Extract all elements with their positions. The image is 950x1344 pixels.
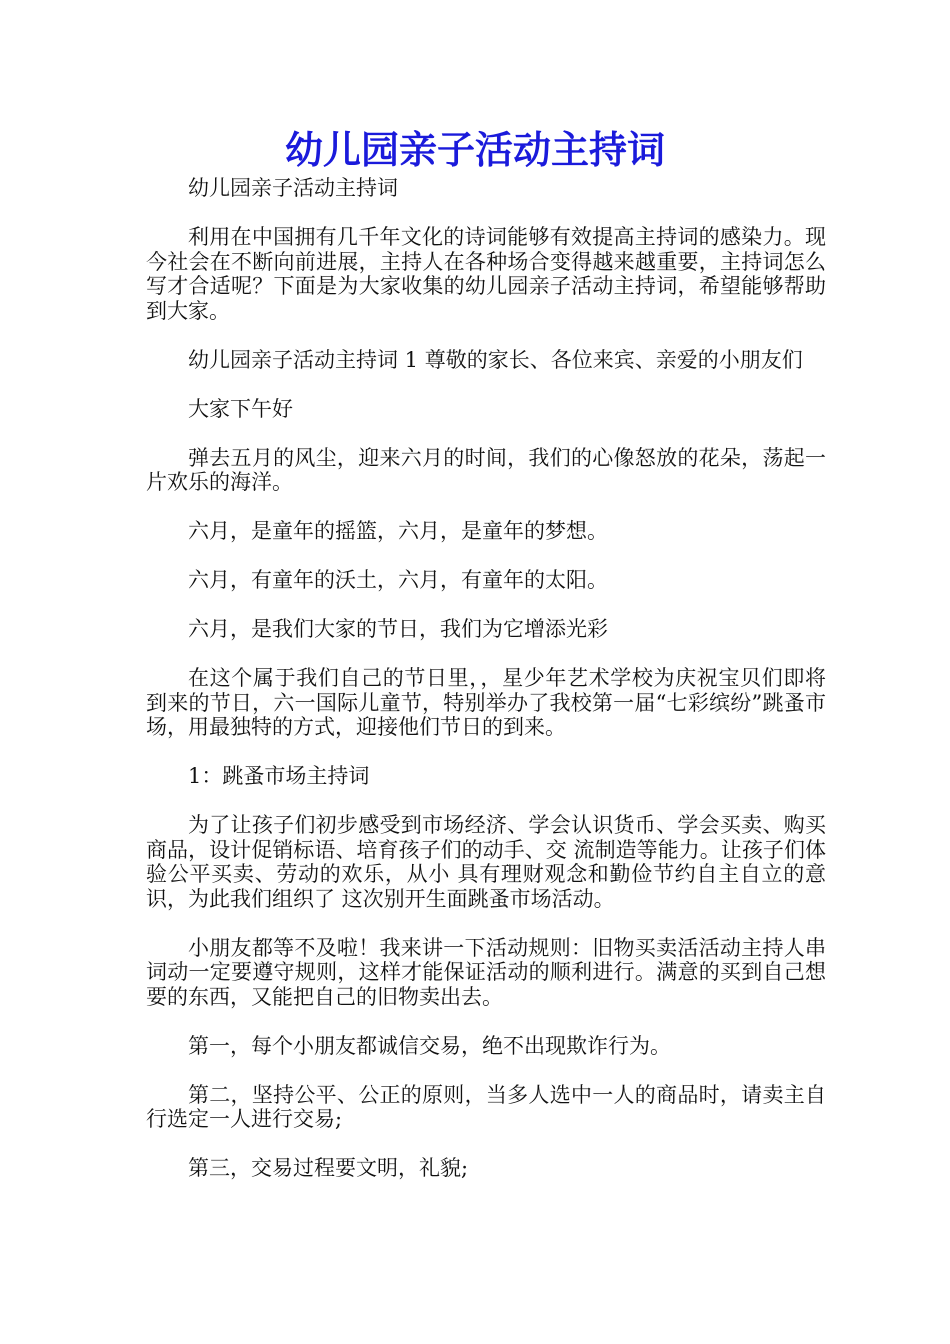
paragraph-rules-intro: 小朋友都等不及啦！我来讲一下活动规则：旧物买卖活活动主持人串词动一定要遵守规则，这样才能保证活动的顺利进行。满意的买到自己想要的东西，又能把自己的旧物卖出去。 xyxy=(146,935,826,1009)
paragraph-flea-market-intro: 在这个属于我们自己的节日里，，星少年艺术学校为庆祝宝贝们即将到来的节日，六一国际儿童节，特别举办了我校第一届“七彩缤纷”跳蚤市场，用最独特的方式，迎接他们节日的到来。 xyxy=(146,666,826,739)
section-heading-flea-market: 1：跳蚤市场主持词 xyxy=(188,764,370,788)
paragraph-june-festival: 六月，是我们大家的节日，我们为它增添光彩 xyxy=(188,617,608,641)
paragraph-rule-1: 第一，每个小朋友都诚信交易，绝不出现欺诈行为。 xyxy=(188,1033,671,1058)
paragraph-june-opening: 弹去五月的风尘，迎来六月的时间，我们的心像怒放的花朵，荡起一片欢乐的海洋。 xyxy=(146,445,826,494)
document-title: 幼儿园亲子活动主持词 xyxy=(284,127,665,172)
paragraph-purpose: 为了让孩子们初步感受到市场经济、学会认识货币、学会买卖、购买商品，设计促销标语、培育孩子们的动手、交 流制造等能力。让孩子们体验公平买卖、劳动的欢乐，从小 具有理财观念和勤俭节约自主自立的意识，为此我们组织了 这次别开生面跳蚤市场活动。 xyxy=(146,813,826,911)
paragraph-june-cradle: 六月，是童年的摇篮，六月，是童年的梦想。 xyxy=(188,519,608,543)
paragraph-rule-2: 第二，坚持公平、公正的原则，当多人选中一人的商品时，请卖主自行选定一人进行交易; xyxy=(146,1082,826,1131)
document-body xyxy=(146,176,826,1205)
paragraph-rule-3: 第三，交易过程要文明，礼貌; xyxy=(188,1156,469,1180)
document-subtitle: 幼儿园亲子活动主持词 xyxy=(188,176,398,200)
paragraph-june-soil: 六月，有童年的沃土，六月，有童年的太阳。 xyxy=(188,568,608,592)
paragraph-intro: 利用在中国拥有几千年文化的诗词能够有效提高主持词的感染力。现今社会在不断向前进展，主持人在各种场合变得越来越重要，主持词怎么写才合适呢？下面是为大家收集的幼儿园亲子活动主持词，希望能够帮助到大家。 xyxy=(146,225,826,323)
paragraph-greeting: 幼儿园亲子活动主持词 1 尊敬的家长、各位来宾、亲爱的小朋友们 xyxy=(188,347,803,372)
paragraph-good-afternoon: 大家下午好 xyxy=(188,396,293,421)
